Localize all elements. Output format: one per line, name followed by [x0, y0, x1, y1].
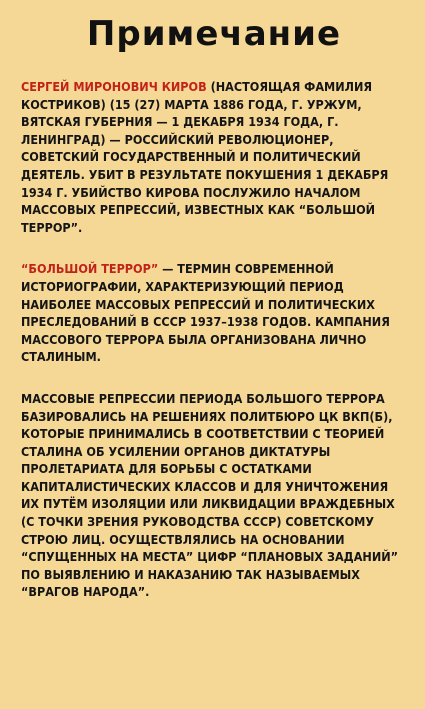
paragraph-text: — ТЕРМИН СОВРЕМЕННОЙ ИСТОРИОГРАФИИ, ХАРАКТЕРИЗУЮЩИЙ ПЕРИОД НАИБОЛЕЕ МАССОВЫХ РЕПРЕССИЙ И ПОЛИТИЧЕСКИХ ПРЕСЛЕДОВАНИЙ В СССР 1937–1938 ГОДОВ. КАМПАНИЯ МАССОВОГО ТЕРРОРА БЫЛА ОРГАНИЗОВАНА ЛИЧНО СТАЛИНЫМ.: [21, 261, 390, 365]
paragraph-great-terror: [21, 260, 407, 366]
highlighted-term: “БОЛЬШОЙ ТЕРРОР”: [21, 261, 159, 277]
paragraph-text: (НАСТОЯЩАЯ ФАМИЛИЯ КОСТРИКОВ) (15 (27) МАРТА 1886 ГОДА, Г. УРЖУМ, ВЯТСКАЯ ГУБЕРНИЯ — 1 ДЕКАБРЯ 1934 ГОДА, Г. ЛЕНИНГРАД) — РОССИЙСКИЙ РЕВОЛЮЦИОНЕР, СОВЕТСКИЙ ГОСУДАРСТВЕННЫЙ И ПОЛИТИЧЕСКИЙ ДЕЯТЕЛЬ. УБИТ В РЕЗУЛЬТАТЕ ПОКУШЕНИЯ 1 ДЕКАБРЯ 1934 Г. УБИЙСТВО КИРОВА ПОСЛУЖИЛО НАЧАЛОМ МАССОВЫХ РЕПРЕССИЙ, ИЗВЕСТНЫХ КАК “БОЛЬШОЙ ТЕРРОР”.: [21, 79, 389, 235]
highlighted-name: СЕРГЕЙ МИРОНОВИЧ КИРОВ: [21, 79, 207, 94]
paragraph-kirov: [21, 78, 407, 236]
page-title: Примечание: [86, 14, 342, 54]
paragraph-repressions: [21, 390, 407, 601]
paragraph-text: МАССОВЫЕ РЕПРЕССИИ ПЕРИОДА БОЛЬШОГО ТЕРРОРА БАЗИРОВАЛИСЬ НА РЕШЕНИЯХ ПОЛИТБЮРО ЦК ВКП(Б), КОТОРЫЕ ПРИНИМАЛИСЬ В СООТВЕТСТВИИ С ТЕОРИЕЙ СТАЛИНА ОБ УСИЛЕНИИ ОРГАНОВ ДИКТАТУРЫ ПРОЛЕТАРИАТА ДЛЯ БОРЬБЫ С ОСТАТКАМИ КАПИТАЛИСТИЧЕСКИХ КЛАССОВ И ДЛЯ УНИЧТОЖЕНИЯ ИХ ПУТЁМ ИЗОЛЯЦИИ ИЛИ ЛИКВИДАЦИИ ВРАЖДЕБНЫХ (С ТОЧКИ ЗРЕНИЯ РУКОВОДСТВА СССР) СОВЕТСКОМУ СТРОЮ ЛИЦ. ОСУЩЕСТВЛЯЛИСЬ НА ОСНОВАНИИ “СПУЩЕННЫХ НА МЕСТА” ЦИФР “ПЛАНОВЫХ ЗАДАНИЙ” ПО ВЫЯВЛЕНИЮ И НАКАЗАНИЮ ТАК НАЗЫВАЕМЫХ “ВРАГОВ НАРОДА”.: [21, 390, 399, 600]
